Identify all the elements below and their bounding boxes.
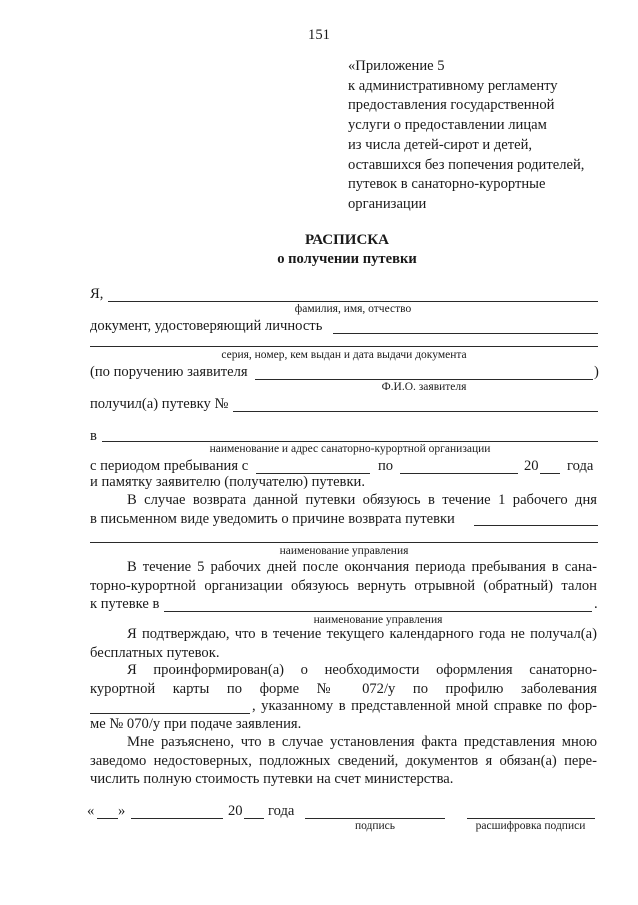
diagnosis-field[interactable] [90, 713, 250, 714]
year-field[interactable] [540, 473, 560, 474]
annex-line: услуги о предоставлении лицам [348, 117, 547, 134]
page-number: 151 [308, 27, 330, 43]
annex-block [348, 57, 628, 215]
annex-line: путевок в санаторно-курортные [348, 176, 546, 193]
signature-caption: подпись [354, 820, 396, 832]
confirm-paragraph-line: Я подтверждаю, что в течение текущего календарного года не получал(а) [127, 626, 597, 642]
inform-paragraph-line: курортной карты по форме № 072/у по профилю заболевания [90, 681, 597, 697]
annex-line: к административному регламенту [348, 77, 558, 94]
organization-field[interactable] [102, 441, 598, 442]
date-close-quote: » [118, 803, 126, 819]
year-suffix: года [567, 458, 594, 474]
within-paragraph-line: к путевке в [90, 596, 160, 612]
doc-label: документ, удостоверяющий личность [90, 318, 323, 334]
date-year-suffix: года [268, 803, 295, 819]
i-label: Я, [90, 286, 104, 302]
within-paragraph-end: . [594, 596, 598, 612]
admin-caption: наименование управления [279, 545, 409, 557]
doc-field[interactable] [333, 333, 598, 334]
full-name-field[interactable] [108, 301, 598, 302]
inform-paragraph-line: Я проинформирован(а) о необходимости оформления санаторно- [127, 662, 597, 678]
full-name-caption: фамилия, имя, отчество [294, 303, 412, 315]
inform-paragraph-line: , указанному в представленной мной справке по фор- [252, 698, 597, 714]
return-paragraph-line: В случае возврата данной путевки обязуюсь в течение 1 рабочего дня [127, 492, 597, 508]
period-end-field[interactable] [400, 473, 518, 474]
date-year-prefix: 20 [228, 803, 243, 819]
annex-line: «Приложение 5 [348, 58, 445, 74]
in-label: в [90, 428, 97, 444]
period-from-label: с периодом пребывания с [90, 458, 249, 474]
applicant-caption: Ф.И.О. заявителя [381, 381, 467, 393]
doc-field-continued[interactable] [90, 346, 598, 347]
proxy-close: ) [594, 364, 599, 380]
date-open-quote: « [87, 803, 95, 819]
annex-line: предоставления государственной [348, 97, 555, 114]
date-year-field[interactable] [244, 818, 264, 819]
voucher-number-field[interactable] [233, 411, 598, 412]
coupon-admin-field[interactable] [164, 611, 592, 612]
document-subtitle: о получении путевки [277, 251, 417, 267]
signature-decode-field[interactable] [467, 818, 595, 819]
within-paragraph-line: торно-курортной организации обязуюсь вернуть отрывной (обратный) талон [90, 578, 597, 594]
signature-decode-caption: расшифровка подписи [475, 820, 586, 832]
return-admin-field-continued[interactable] [90, 542, 598, 543]
within-paragraph-line: В течение 5 рабочих дней после окончания периода пребывания в сана- [127, 559, 597, 575]
doc-caption: серия, номер, кем выдан и дата выдачи документа [221, 349, 467, 361]
return-admin-field[interactable] [474, 525, 598, 526]
confirm-paragraph-line: бесплатных путевок. [90, 645, 220, 661]
annex-line: оставшихся без попечения родителей, [348, 156, 585, 173]
memo-line: и памятку заявителю (получателю) путевки. [90, 474, 365, 490]
return-paragraph-line: в письменном виде уведомить о причине возврата путевки [90, 511, 455, 527]
inform-paragraph-line: ме № 070/у при подаче заявления. [90, 716, 302, 732]
signature-field[interactable] [305, 818, 445, 819]
month-field[interactable] [131, 818, 223, 819]
period-to-label: по [378, 458, 394, 474]
received-label: получил(а) путевку № [90, 396, 229, 412]
year-prefix: 20 [524, 458, 539, 474]
explanation-paragraph-line: Мне разъяснено, что в случае установления факта представления мною [127, 734, 597, 750]
explanation-paragraph-line: заведомо недостоверных, подложных сведений, документов я обязан(а) пере- [90, 753, 597, 769]
organization-caption: наименование и адрес санаторно-курортной организации [209, 443, 491, 455]
proxy-label: (по поручению заявителя [90, 364, 248, 380]
annex-line: из числа детей-сирот и детей, [348, 136, 533, 153]
admin-caption: наименование управления [313, 614, 443, 626]
annex-line: организации [348, 195, 427, 212]
document-title: РАСПИСКА [304, 232, 390, 248]
explanation-paragraph-line: числить полную стоимость путевки на счет министерства. [90, 771, 454, 787]
applicant-name-field[interactable] [255, 379, 593, 380]
day-field[interactable] [97, 818, 118, 819]
